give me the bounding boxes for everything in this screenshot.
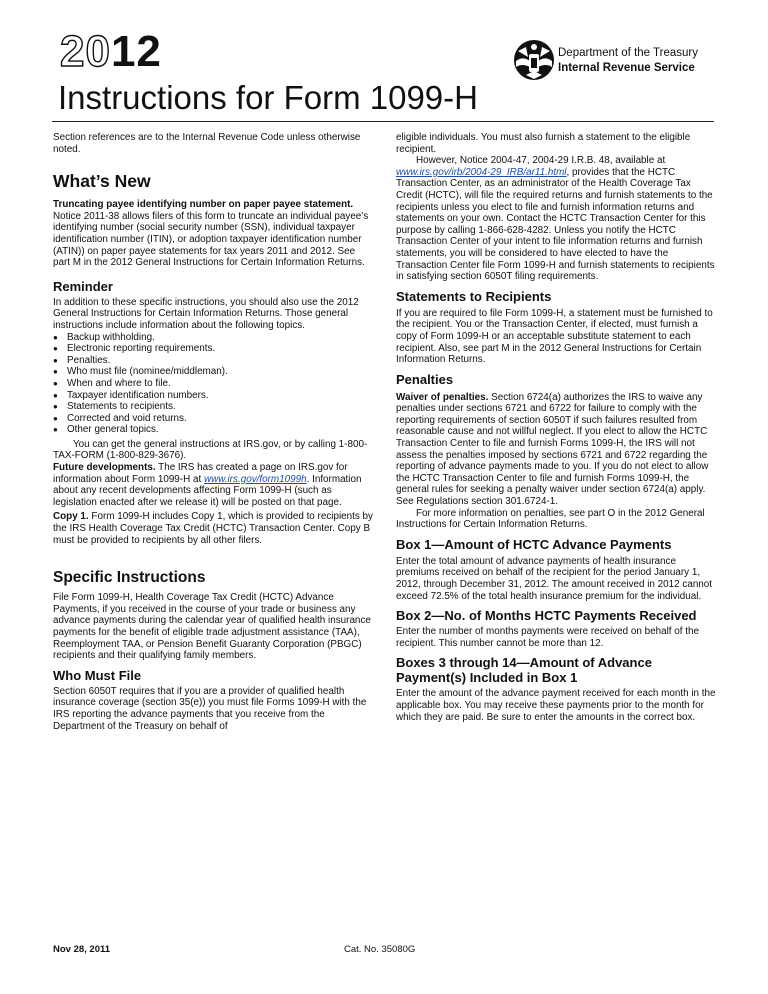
statements-heading: Statements to Recipients bbox=[396, 288, 552, 304]
box1-heading: Box 1—Amount of HCTC Advance Payments bbox=[396, 536, 672, 552]
truncating-lead: Truncating payee identifying number on paper payee statement. bbox=[53, 199, 354, 211]
form1099h-link[interactable]: www.irs.gov/form1099h bbox=[203, 473, 307, 485]
copy1-body: Form 1099-H includes Copy 1, which is provided to recipients by the IRS Health Coverage Tax Credit (HCTC) Transaction Center. Copy B must be provided to recipients by all other filers. bbox=[53, 511, 373, 546]
waiver-body: Section 6724(a) authorizes the IRS to waive any penalties under sections 6721 and 6722 for failure to comply with the reporting requirements of section 6050T if such failures resulted from reasonable cause and not willful neglect. If you elect to allow the HCTC Transaction Center to file and furnish Forms 1099-H, the IRS will not assess the penalties imposed by sections 6721 and 6722 regarding the reporting of advance payments made to you. If you do not elect to allow the HCTC Transaction Center to file and furnish Forms 1099-H, the general rules for seeking a penalty waiver under section 6724(a) apply. See Regulations section 301.6724-1. bbox=[396, 391, 709, 508]
penalties-heading: Penalties bbox=[396, 371, 454, 387]
box2-body: Enter the number of months payments were received on behalf of the recipient. This number cannot be more than 12. bbox=[396, 626, 700, 649]
notice-body-1: However, Notice 2004-47, 2004-29 I.R.B. 48, available at bbox=[416, 155, 666, 167]
box3-body: Enter the amount of the advance payment received for each month in the applicable box. You may receive these payments prior to the month for which they are paid. Be sure to enter the amounts in the correct box. bbox=[396, 688, 716, 723]
waiver-lead: Waiver of penalties. bbox=[396, 391, 489, 403]
footer-catalog-number: Cat. No. 35080G bbox=[344, 944, 416, 955]
header-rule bbox=[52, 121, 714, 122]
list-item: ● Other general topics. bbox=[53, 424, 373, 436]
reminder-heading: Reminder bbox=[53, 278, 113, 294]
list-item: ● Penalties. bbox=[53, 355, 373, 367]
footer-date: Nov 28, 2011 bbox=[53, 944, 111, 955]
year-outline: 20 bbox=[60, 27, 111, 76]
left-column bbox=[53, 132, 373, 732]
reminder-body: In addition to these specific instructions, you should also use the 2012 General Instructions for Certain Information Returns. Those general instructions include information about the following topics. bbox=[53, 296, 359, 331]
list-item: ● When and where to file. bbox=[53, 378, 373, 390]
specific-instructions-body: File Form 1099-H, Health Coverage Tax Credit (HCTC) Advance Payments, if you received in the course of your trade or business any advance payments during the calendar year of qualified health insurance payments for the benefit of eligible trade adjustment assistance (TAA), Reemployment TAA, or Pension Benefit Guaranty Corporation (PBGC) recipients and their qualifying family members. bbox=[53, 592, 371, 662]
topics-list bbox=[53, 332, 373, 436]
truncating-paragraph bbox=[53, 199, 373, 269]
continued-text: eligible individuals. You must also furnish a statement to the eligible recipient. bbox=[396, 132, 691, 155]
list-item: ● Taxpayer identification numbers. bbox=[53, 390, 373, 402]
agency-name: Internal Revenue Service bbox=[558, 62, 695, 74]
future-body-1: The IRS has created a page on IRS.gov for information about Form 1099-H at bbox=[53, 462, 348, 485]
box1-body: Enter the total amount of advance payments of health insurance premiums received on behalf of the recipient for the period January 1, 2012, through December 31, 2012. The amount received in 2012 cannot exceed 72.5% of the total health insurance premium for the individual. bbox=[396, 555, 713, 602]
future-body-2: . Information about any recent developments affecting Form 1099-H (such as legislation enacted after we release it) will be posted on that page. bbox=[53, 473, 362, 508]
list-item: ● Who must file (nominee/middleman). bbox=[53, 366, 373, 378]
notice-paragraph bbox=[396, 155, 716, 283]
form-year bbox=[60, 27, 162, 76]
page-title: Instructions for Form 1099-H bbox=[58, 79, 478, 116]
list-item: ● Backup withholding. bbox=[53, 332, 373, 344]
irs-eagle-logo-icon bbox=[512, 37, 556, 83]
future-developments-paragraph bbox=[53, 462, 373, 508]
notice-body-2: , provides that the HCTC Transaction Center, as an administrator of the Health Coverage Tax Credit (HCTC), will file the required returns and furnish statements to the recipients unless you elect to file and furnish information returns and statements on your own. Contact the HCTC Transaction Center for this purpose by calling 1-866-628-4282. Unless you notify the HCTC Transaction Center of your intent to file information returns and furnish statements, you will be considered to have elected to have the Transaction Center file Form 1099-H and furnish statements to recipients in satisfying section 6050T filing requirements. bbox=[396, 166, 715, 283]
future-lead: Future developments. bbox=[53, 462, 156, 474]
get-instructions-text: You can get the general instructions at IRS.gov, or by calling 1-800-TAX-FORM (1-800-829-3676). bbox=[53, 438, 368, 462]
department-name: Department of the Treasury bbox=[558, 47, 698, 59]
box3-heading: Boxes 3 through 14—Amount of Advance Payment(s) Included in Box 1 bbox=[396, 655, 652, 686]
who-must-file-body: Section 6050T requires that if you are a provider of qualified health insurance coverage (section 35(e)) you must file Forms 1099-H with the IRS reporting the advance payments that you receive from the Department of the Treasury on behalf of bbox=[53, 685, 367, 732]
year-solid: 12 bbox=[110, 27, 162, 76]
more-info-text: For more information on penalties, see part O in the 2012 General Instructions for Certain Information Returns. bbox=[396, 507, 705, 531]
right-column bbox=[396, 132, 716, 723]
copy1-paragraph bbox=[53, 511, 373, 546]
box2-heading: Box 2—No. of Months HCTC Payments Received bbox=[396, 608, 697, 624]
waiver-paragraph bbox=[396, 392, 716, 508]
statements-body: If you are required to file Form 1099-H, a statement must be furnished to the recipient. You or the Transaction Center, if elected, must furnish a copy of Form 1099-H or an acceptable substitute statement to each recipient. Also, see part M in the 2012 General Instructions for Certain Information Returns. bbox=[396, 307, 713, 366]
notice-link[interactable]: www.irs.gov/irb/2004-29_IRB/ar11.html bbox=[396, 166, 567, 178]
truncating-body: Notice 2011-38 allows filers of this form to truncate an individual payee’s identifying number (social security number (SSN), individual taxpayer identification number (ITIN), or adoption taxpayer identification number (ATIN)) on paper payee statements for tax years 2011 and 2012. See part M in the 2012 General Instructions for Certain Information Returns. bbox=[53, 210, 369, 269]
specific-instructions-heading: Specific Instructions bbox=[53, 569, 206, 587]
whats-new-heading: What’s New bbox=[53, 171, 151, 192]
who-must-file-heading: Who Must File bbox=[53, 667, 142, 683]
copy1-lead: Copy 1. bbox=[53, 511, 89, 523]
list-item: ● Statements to recipients. bbox=[53, 401, 373, 413]
list-item: ● Electronic reporting requirements. bbox=[53, 343, 373, 355]
list-item: ● Corrected and void returns. bbox=[53, 413, 373, 425]
agency-block bbox=[512, 37, 712, 83]
intro-text: Section references are to the Internal Revenue Code unless otherwise noted. bbox=[53, 132, 361, 155]
